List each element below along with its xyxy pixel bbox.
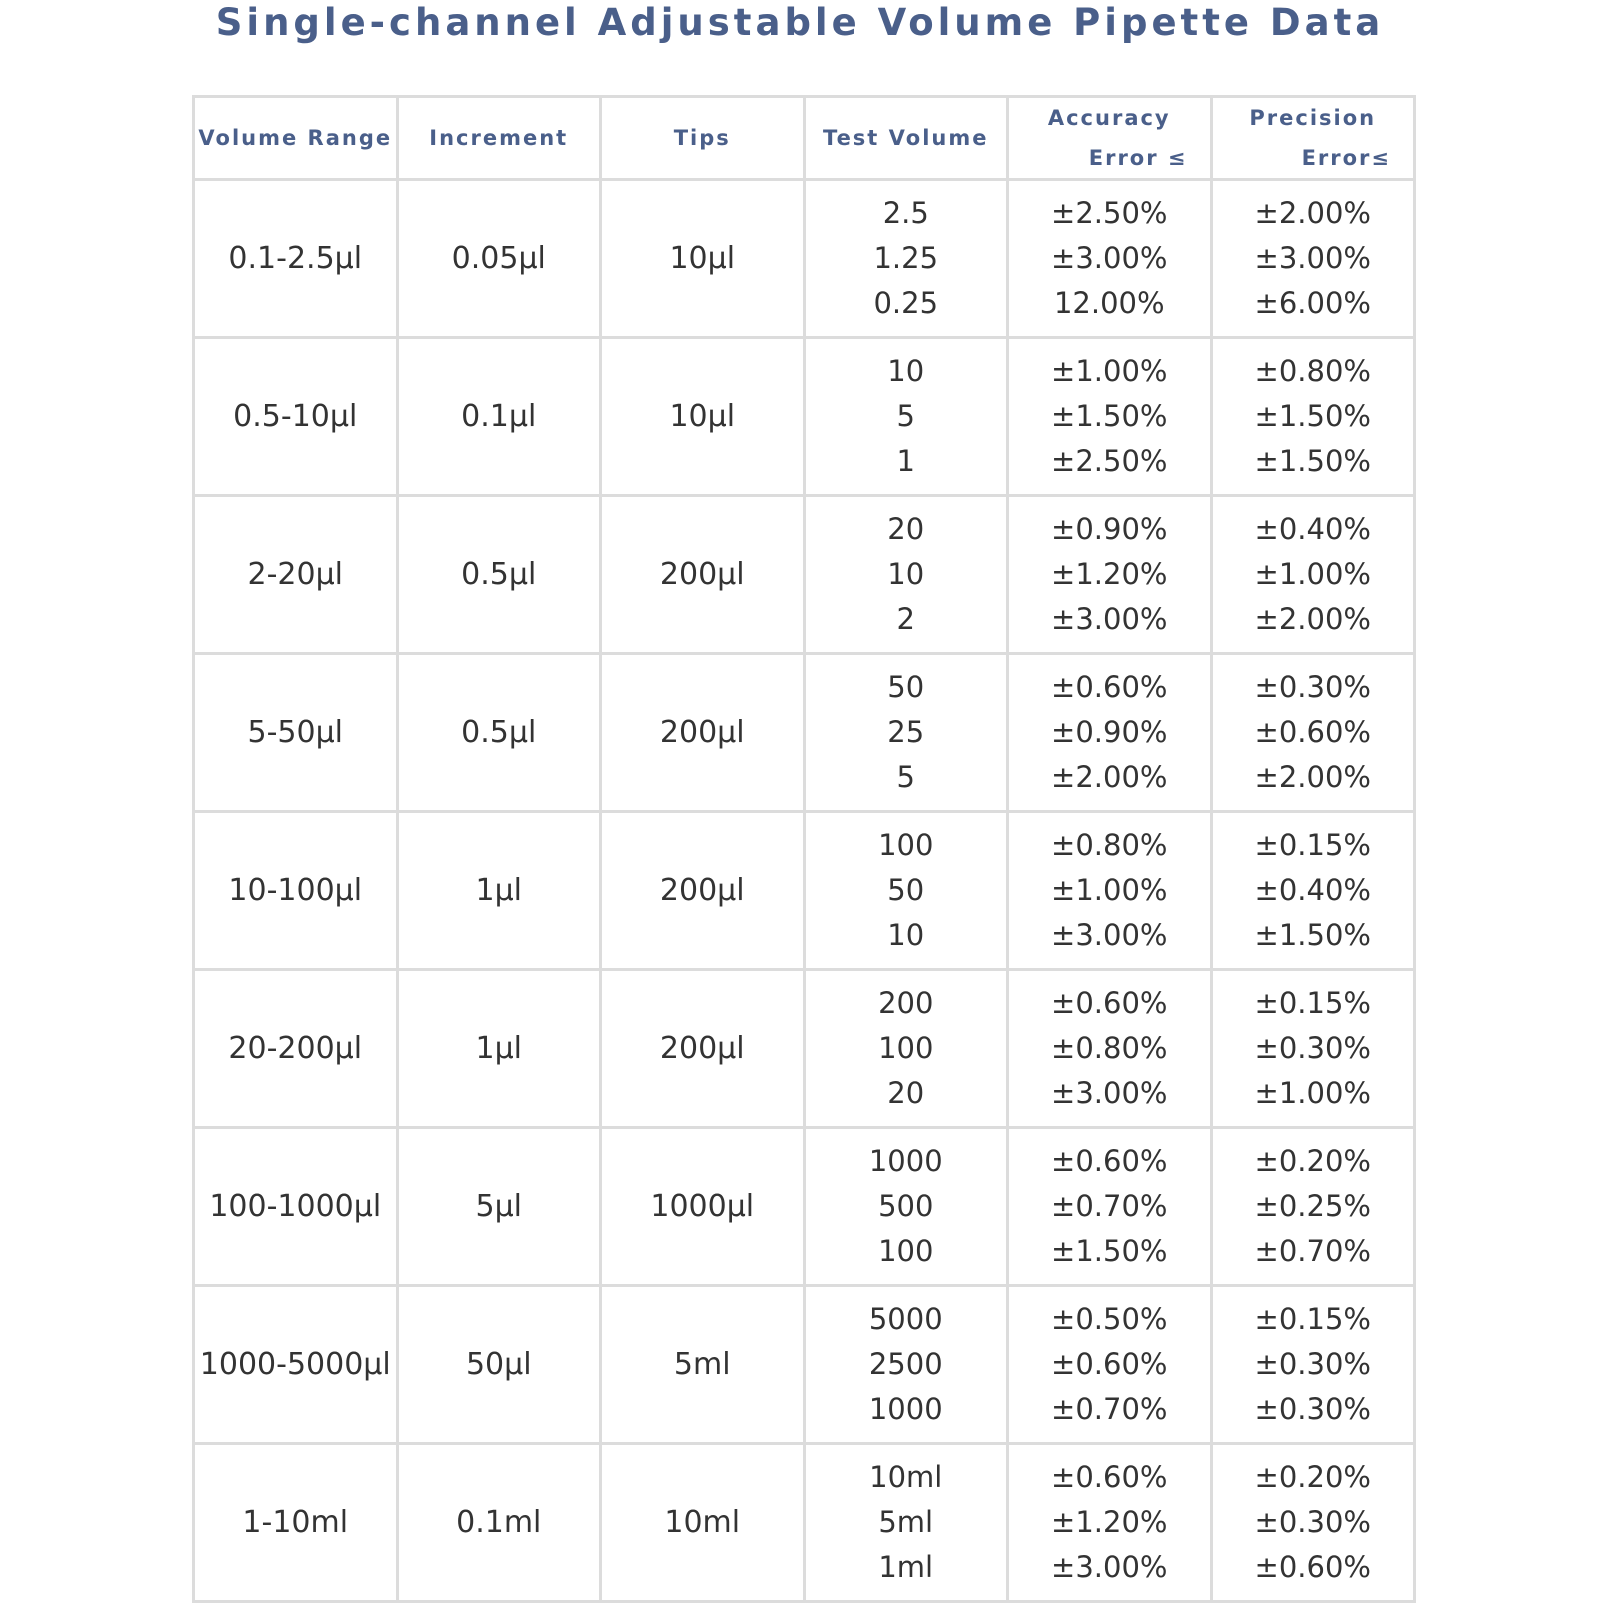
test-volume-value: 100 [878,1031,934,1065]
precision-error-value: ±0.80% [1254,354,1371,388]
precision-error-value: ±0.20% [1254,1144,1371,1178]
cell-precision-error [1211,338,1415,496]
cell-increment: 0.1ml [397,1444,601,1602]
header-tips: Tips [601,97,805,180]
accuracy-error-value: ±1.50% [1051,1234,1168,1268]
table-row [194,180,1415,338]
precision-error-value: ±0.30% [1254,1031,1371,1065]
precision-error-value: ±1.50% [1254,444,1371,478]
header-accuracy-line2: Error ≤ [1088,146,1188,170]
test-volume-value: 2.5 [882,196,929,230]
cell-accuracy-error [1008,338,1212,496]
test-volume-value: 100 [878,1234,934,1268]
precision-error-value: ±0.15% [1254,1302,1371,1336]
test-volume-value: 1000 [868,1144,943,1178]
precision-error-value: ±0.20% [1254,1460,1371,1494]
test-volume-value: 2500 [868,1347,943,1381]
header-row [194,97,1415,180]
cell-test-volume [804,1286,1008,1444]
cell-accuracy-error [1008,812,1212,970]
accuracy-error-value: ±3.00% [1051,241,1168,275]
accuracy-error-value: ±2.00% [1051,760,1168,794]
accuracy-error-value: ±1.20% [1051,557,1168,591]
header-precision-line1: Precision [1249,106,1377,130]
cell-test-volume [804,812,1008,970]
cell-precision-error [1211,1286,1415,1444]
precision-error-value: ±0.40% [1254,512,1371,546]
cell-test-volume [804,654,1008,812]
accuracy-error-value: ±0.90% [1051,715,1168,749]
table-row [194,1286,1415,1444]
precision-error-value: ±6.00% [1254,286,1371,320]
cell-increment: 1μl [397,812,601,970]
test-volume-value: 500 [878,1189,934,1223]
cell-tips: 10μl [601,338,805,496]
cell-precision-error [1211,812,1415,970]
precision-error-value: ±0.30% [1254,1505,1371,1539]
cell-precision-error [1211,1444,1415,1602]
cell-increment: 0.5μl [397,654,601,812]
cell-volume-range: 1000-5000μl [194,1286,398,1444]
precision-error-value: ±1.00% [1254,1076,1371,1110]
cell-tips: 5ml [601,1286,805,1444]
precision-error-value: ±0.30% [1254,1392,1371,1426]
page-title: Single-channel Adjustable Volume Pipette Data [215,1,1385,44]
test-volume-value: 100 [878,828,934,862]
test-volume-value: 5ml [878,1505,934,1539]
accuracy-error-value: 12.00% [1053,286,1165,320]
table-row [194,970,1415,1128]
accuracy-error-value: ±1.50% [1051,399,1168,433]
precision-error-value: ±3.00% [1254,241,1371,275]
cell-accuracy-error [1008,496,1212,654]
cell-volume-range: 10-100μl [194,812,398,970]
cell-accuracy-error [1008,1444,1212,1602]
cell-increment: 5μl [397,1128,601,1286]
precision-error-value: ±0.60% [1254,715,1371,749]
accuracy-error-value: ±0.90% [1051,512,1168,546]
accuracy-error-value: ±2.50% [1051,444,1168,478]
table-row [194,1128,1415,1286]
cell-precision-error [1211,496,1415,654]
cell-test-volume [804,1444,1008,1602]
cell-volume-range: 20-200μl [194,970,398,1128]
test-volume-value: 1ml [878,1550,934,1584]
test-volume-value: 5 [896,760,915,794]
precision-error-value: ±1.50% [1254,399,1371,433]
cell-precision-error [1211,654,1415,812]
accuracy-error-value: ±0.60% [1051,670,1168,704]
cell-increment: 0.05μl [397,180,601,338]
cell-volume-range: 1-10ml [194,1444,398,1602]
cell-accuracy-error [1008,654,1212,812]
accuracy-error-value: ±3.00% [1051,1076,1168,1110]
accuracy-error-value: ±3.00% [1051,918,1168,952]
table-header [194,97,1415,180]
table-row [194,496,1415,654]
header-precision-error [1211,97,1415,180]
table-row [194,812,1415,970]
accuracy-error-value: ±0.60% [1051,986,1168,1020]
cell-tips: 10ml [601,1444,805,1602]
accuracy-error-value: ±0.80% [1051,828,1168,862]
cell-accuracy-error [1008,180,1212,338]
cell-precision-error [1211,180,1415,338]
test-volume-value: 1 [896,444,915,478]
cell-tips: 200μl [601,654,805,812]
precision-error-value: ±0.25% [1254,1189,1371,1223]
cell-accuracy-error [1008,970,1212,1128]
precision-error-value: ±1.00% [1254,557,1371,591]
accuracy-error-value: ±0.70% [1051,1392,1168,1426]
test-volume-value: 10ml [869,1460,943,1494]
cell-increment: 1μl [397,970,601,1128]
accuracy-error-value: ±0.80% [1051,1031,1168,1065]
accuracy-error-value: ±1.00% [1051,354,1168,388]
cell-increment: 0.1μl [397,338,601,496]
test-volume-value: 50 [887,670,925,704]
test-volume-value: 1.25 [873,241,939,275]
test-volume-value: 20 [887,1076,925,1110]
cell-tips: 200μl [601,496,805,654]
accuracy-error-value: ±3.00% [1051,602,1168,636]
test-volume-value: 5000 [868,1302,943,1336]
precision-error-value: ±2.00% [1254,602,1371,636]
accuracy-error-value: ±0.60% [1051,1144,1168,1178]
cell-volume-range: 0.1-2.5μl [194,180,398,338]
test-volume-value: 2 [896,602,915,636]
precision-error-value: ±0.60% [1254,1550,1371,1584]
cell-test-volume [804,338,1008,496]
cell-volume-range: 0.5-10μl [194,338,398,496]
precision-error-value: ±0.40% [1254,873,1371,907]
precision-error-value: ±2.00% [1254,196,1371,230]
test-volume-value: 200 [878,986,934,1020]
pipette-data-table [192,95,1416,1603]
test-volume-value: 50 [887,873,925,907]
header-precision-line2: Error≤ [1301,146,1391,170]
cell-accuracy-error [1008,1286,1212,1444]
table-row [194,338,1415,496]
test-volume-value: 0.25 [873,286,939,320]
cell-test-volume [804,970,1008,1128]
accuracy-error-value: ±1.00% [1051,873,1168,907]
precision-error-value: ±0.70% [1254,1234,1371,1268]
cell-increment: 0.5μl [397,496,601,654]
cell-test-volume [804,180,1008,338]
table-body [194,180,1415,1602]
accuracy-error-value: ±0.50% [1051,1302,1168,1336]
test-volume-value: 1000 [868,1392,943,1426]
accuracy-error-value: ±1.20% [1051,1505,1168,1539]
precision-error-value: ±1.50% [1254,918,1371,952]
accuracy-error-value: ±0.60% [1051,1460,1168,1494]
precision-error-value: ±0.30% [1254,1347,1371,1381]
accuracy-error-value: ±0.70% [1051,1189,1168,1223]
precision-error-value: ±0.15% [1254,986,1371,1020]
test-volume-value: 20 [887,512,925,546]
cell-precision-error [1211,1128,1415,1286]
accuracy-error-value: ±3.00% [1051,1550,1168,1584]
accuracy-error-value: ±2.50% [1051,196,1168,230]
header-test-volume: Test Volume [804,97,1008,180]
cell-volume-range: 2-20μl [194,496,398,654]
cell-tips: 1000μl [601,1128,805,1286]
cell-test-volume [804,496,1008,654]
cell-volume-range: 5-50μl [194,654,398,812]
accuracy-error-value: ±0.60% [1051,1347,1168,1381]
test-volume-value: 10 [887,918,925,952]
test-volume-value: 10 [887,557,925,591]
test-volume-value: 25 [887,715,925,749]
cell-tips: 10μl [601,180,805,338]
table-row [194,1444,1415,1602]
header-volume-range: Volume Range [194,97,398,180]
cell-tips: 200μl [601,970,805,1128]
precision-error-value: ±0.30% [1254,670,1371,704]
header-accuracy-error [1008,97,1212,180]
header-increment: Increment [397,97,601,180]
cell-precision-error [1211,970,1415,1128]
precision-error-value: ±2.00% [1254,760,1371,794]
table-row [194,654,1415,812]
cell-volume-range: 100-1000μl [194,1128,398,1286]
cell-increment: 50μl [397,1286,601,1444]
cell-accuracy-error [1008,1128,1212,1286]
cell-tips: 200μl [601,812,805,970]
test-volume-value: 5 [896,399,915,433]
test-volume-value: 10 [887,354,925,388]
header-accuracy-line1: Accuracy [1047,106,1171,130]
cell-test-volume [804,1128,1008,1286]
precision-error-value: ±0.15% [1254,828,1371,862]
